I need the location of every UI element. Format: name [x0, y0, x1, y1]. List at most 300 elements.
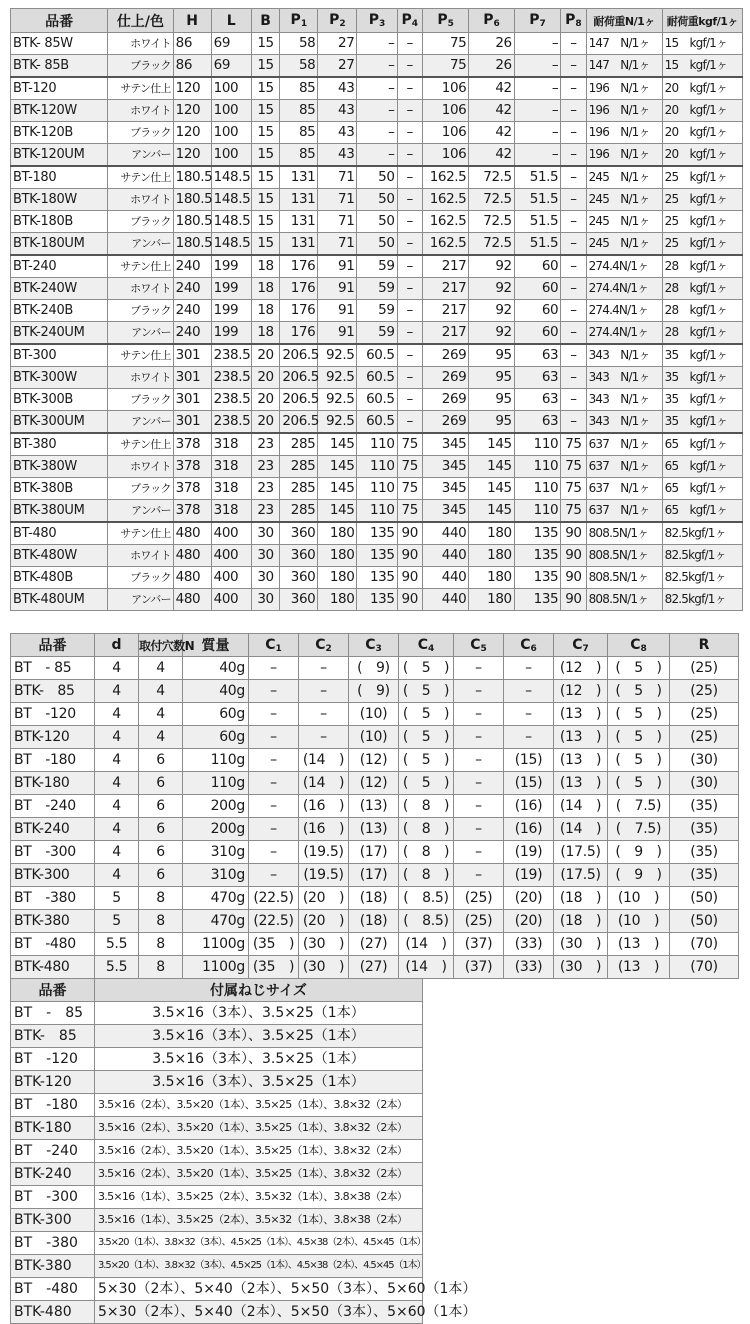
table-cell: 110: [514, 456, 560, 478]
table-cell: (16): [504, 795, 554, 818]
table-cell: –: [561, 166, 586, 189]
header-subscript: 7: [539, 19, 546, 29]
table-cell: 808.5N/1ヶ: [586, 589, 662, 611]
table-cell: 20 kgf/1ヶ: [662, 100, 742, 122]
table-cell: –: [514, 122, 560, 144]
header-label: C: [630, 636, 641, 653]
table-cell: 75: [561, 456, 586, 478]
table-cell: (12): [349, 772, 399, 795]
table-cell: (35): [670, 864, 739, 887]
table-cell: (17): [349, 864, 399, 887]
table-cell: BTK-120UM: [11, 144, 108, 167]
table-cell: BTK-380W: [11, 456, 108, 478]
table-cell: 400: [211, 589, 251, 611]
table-cell: アンバー: [108, 233, 173, 256]
table-row: [11, 1025, 423, 1048]
table-cell: 26: [469, 33, 514, 55]
table-cell: 63: [514, 389, 560, 411]
table-cell: ( 8 ): [399, 795, 454, 818]
table-cell: (25): [454, 910, 504, 933]
table-cell: 15: [251, 233, 280, 256]
table-cell: BTK-300: [11, 864, 95, 887]
header-label: P: [368, 12, 379, 28]
table-cell: 51.5: [514, 189, 560, 211]
table-row: [11, 703, 739, 726]
table-cell: 310g: [183, 864, 249, 887]
spec-table: [10, 8, 743, 611]
table-cell: 5: [95, 910, 139, 933]
table-cell: (37): [454, 933, 504, 956]
table-cell: 637 N/1ヶ: [586, 456, 662, 478]
table-cell: BTK- 85B: [11, 55, 108, 78]
table-row: [11, 1094, 423, 1117]
table-cell: サテン仕上: [108, 344, 173, 367]
table-cell: 15: [251, 100, 280, 122]
table-cell: (30): [670, 772, 739, 795]
table-cell: BTK-300UM: [11, 411, 108, 434]
table-cell: (33): [504, 956, 554, 979]
table-cell: –: [454, 680, 504, 703]
table-cell: 50: [357, 233, 397, 256]
header-label: C: [520, 636, 531, 653]
table-cell: 95: [469, 411, 514, 434]
table-cell: ( 8 ): [399, 841, 454, 864]
table-cell: 196 N/1ヶ: [586, 122, 662, 144]
header-label: P: [401, 12, 412, 28]
table-row: [11, 166, 743, 189]
table-cell: 217: [422, 278, 468, 300]
table-cell: 75: [397, 433, 422, 456]
table-cell: サテン仕上: [108, 77, 173, 100]
table-cell: 5×30（2本）、5×40（2本）、5×50（3本）、5×60（1本）: [95, 1278, 423, 1301]
table-cell: サテン仕上: [108, 522, 173, 545]
table-cell: 345: [422, 456, 468, 478]
table-cell: 6: [139, 795, 183, 818]
table-cell: BT -480: [11, 1278, 95, 1301]
table-cell: 15 kgf/1ヶ: [662, 55, 742, 78]
table-row: [11, 456, 743, 478]
table-cell: (33): [504, 933, 554, 956]
table-cell: (30 ): [299, 933, 349, 956]
table-cell: –: [397, 389, 422, 411]
table-row: [11, 1232, 423, 1255]
table-cell: 180: [469, 567, 514, 589]
table-cell: 808.5N/1ヶ: [586, 567, 662, 589]
header-label: P: [483, 12, 494, 28]
table-cell: (18): [349, 910, 399, 933]
table-cell: (30 ): [299, 956, 349, 979]
table-cell: BTK-240W: [11, 278, 108, 300]
table-cell: BTK-180: [11, 772, 95, 795]
table-cell: 60.5: [357, 344, 397, 367]
table-row: [11, 841, 739, 864]
spec-table-header-cell: [11, 9, 108, 33]
table-cell: 69: [211, 33, 251, 55]
table-cell: 6: [139, 841, 183, 864]
table-cell: 318: [211, 500, 251, 523]
table-row: [11, 657, 739, 680]
table-cell: 65 kgf/1ヶ: [662, 478, 742, 500]
table-cell: (50): [670, 910, 739, 933]
table-cell: ( 7.5): [608, 795, 670, 818]
table-cell: 148.5: [211, 166, 251, 189]
table-cell: 4: [95, 864, 139, 887]
header-label: P: [565, 12, 576, 28]
table-cell: BT-480: [11, 522, 108, 545]
table-cell: 245 N/1ヶ: [586, 211, 662, 233]
table-cell: ( 5 ): [608, 657, 670, 680]
table-cell: 301: [173, 411, 211, 434]
table-cell: 27: [318, 55, 357, 78]
table-cell: 51.5: [514, 211, 560, 233]
table-cell: 95: [469, 344, 514, 367]
table-cell: 240: [173, 300, 211, 322]
table-cell: –: [357, 100, 397, 122]
table-cell: (19): [504, 864, 554, 887]
table-cell: 35 kgf/1ヶ: [662, 367, 742, 389]
table-cell: 25 kgf/1ヶ: [662, 211, 742, 233]
table-cell: (10 ): [608, 910, 670, 933]
header-label: 付属ねじサイズ: [210, 983, 307, 999]
table-cell: BTK-180W: [11, 189, 108, 211]
table-cell: (18): [349, 887, 399, 910]
table-cell: 15: [251, 211, 280, 233]
table-cell: –: [397, 411, 422, 434]
table-cell: ( 5 ): [608, 680, 670, 703]
table-cell: 145: [318, 433, 357, 456]
table-cell: 180: [318, 567, 357, 589]
table-cell: 135: [357, 522, 397, 545]
table-cell: 63: [514, 344, 560, 367]
table-cell: 440: [422, 567, 468, 589]
table-cell: 180.5: [173, 233, 211, 256]
table-cell: –: [397, 100, 422, 122]
table-cell: –: [561, 367, 586, 389]
table-cell: (35): [670, 841, 739, 864]
table-row: [11, 522, 743, 545]
table-cell: 3.5×16（3本）、3.5×25（1本）: [95, 1071, 423, 1094]
table-cell: (25): [670, 726, 739, 749]
table-cell: 274.4N/1ヶ: [586, 255, 662, 278]
table-cell: ( 5 ): [608, 749, 670, 772]
table-cell: (14 ): [399, 956, 454, 979]
table-cell: 92: [469, 322, 514, 345]
table-cell: –: [504, 680, 554, 703]
table-cell: 238.5: [211, 344, 251, 367]
header-label: C: [417, 636, 428, 653]
table-cell: 72.5: [469, 233, 514, 256]
table-cell: 470g: [183, 887, 249, 910]
table-row: [11, 144, 743, 167]
table-cell: 110: [357, 500, 397, 523]
table-row: [11, 680, 739, 703]
table-cell: 110: [514, 478, 560, 500]
table-cell: –: [249, 795, 299, 818]
table-cell: 30: [251, 567, 280, 589]
table-cell: 90: [561, 545, 586, 567]
table-cell: 85: [280, 122, 318, 144]
table-cell: アンバー: [108, 589, 173, 611]
table-cell: 145: [318, 478, 357, 500]
table-cell: 23: [251, 500, 280, 523]
table-cell: 82.5kgf/1ヶ: [662, 522, 742, 545]
table-cell: 440: [422, 545, 468, 567]
table-cell: ( 7.5): [608, 818, 670, 841]
header-label: 取付穴数N: [139, 638, 195, 653]
table-cell: 18: [251, 322, 280, 345]
dimension-table: [10, 633, 739, 979]
table-cell: 180: [469, 545, 514, 567]
table-cell: 60: [514, 300, 560, 322]
table-cell: –: [454, 864, 504, 887]
table-cell: –: [249, 680, 299, 703]
spec-table-header-cell: [280, 9, 318, 33]
table-cell: ホワイト: [108, 278, 173, 300]
table-cell: ( 9): [349, 657, 399, 680]
table-cell: 42: [469, 144, 514, 167]
table-cell: 162.5: [422, 211, 468, 233]
header-subscript: 6: [530, 643, 537, 654]
table-cell: (18 ): [554, 887, 608, 910]
table-cell: ( 5 ): [608, 726, 670, 749]
dim-table-header-cell: [608, 634, 670, 657]
table-cell: 200g: [183, 795, 249, 818]
table-cell: (19.5): [299, 864, 349, 887]
dim-table-header-cell: [399, 634, 454, 657]
table-cell: (13 ): [554, 772, 608, 795]
table-cell: 3.5×16（2本）、3.5×20（1本）、3.5×25（1本）、3.8×32（2本）: [95, 1117, 423, 1140]
table-cell: 30: [251, 545, 280, 567]
table-cell: 808.5N/1ヶ: [586, 522, 662, 545]
table-cell: 147 N/1ヶ: [586, 55, 662, 78]
table-cell: (12): [349, 749, 399, 772]
table-cell: 106: [422, 122, 468, 144]
spec-table-header-cell: [357, 9, 397, 33]
table-cell: (25): [454, 887, 504, 910]
table-cell: 110: [357, 433, 397, 456]
screw-table-header-row: [11, 979, 423, 1002]
table-cell: –: [454, 726, 504, 749]
table-cell: BTK-240: [11, 818, 95, 841]
table-cell: (20): [504, 910, 554, 933]
table-cell: 1100g: [183, 933, 249, 956]
table-cell: ブラック: [108, 567, 173, 589]
table-cell: BT -180: [11, 749, 95, 772]
table-cell: BTK- 85: [11, 1025, 95, 1048]
table-cell: –: [397, 255, 422, 278]
table-row: [11, 864, 739, 887]
table-cell: (13 ): [554, 726, 608, 749]
table-cell: ホワイト: [108, 545, 173, 567]
header-label: P: [290, 12, 301, 28]
table-cell: 378: [173, 433, 211, 456]
dim-table-header-cell: [504, 634, 554, 657]
table-row: [11, 255, 743, 278]
table-row: [11, 233, 743, 256]
table-cell: ( 5 ): [608, 772, 670, 795]
table-cell: 206.5: [280, 411, 318, 434]
table-cell: 59: [357, 322, 397, 345]
table-cell: (13): [349, 795, 399, 818]
table-cell: 400: [211, 522, 251, 545]
table-cell: 6: [139, 749, 183, 772]
table-row: [11, 478, 743, 500]
table-cell: 51.5: [514, 233, 560, 256]
table-cell: 71: [318, 233, 357, 256]
table-cell: 20 kgf/1ヶ: [662, 144, 742, 167]
table-cell: –: [561, 233, 586, 256]
table-cell: ( 9 ): [608, 864, 670, 887]
table-cell: 180: [318, 545, 357, 567]
table-cell: ( 8.5): [399, 910, 454, 933]
header-label: P: [329, 12, 340, 28]
table-cell: –: [504, 657, 554, 680]
table-cell: 82.5kgf/1ヶ: [662, 545, 742, 567]
table-cell: 4: [95, 726, 139, 749]
table-cell: 318: [211, 433, 251, 456]
table-cell: BTK-480B: [11, 567, 108, 589]
table-cell: 135: [514, 522, 560, 545]
table-row: [11, 500, 743, 523]
table-cell: (70): [670, 956, 739, 979]
header-label: 耐荷重N/1ヶ: [593, 14, 655, 28]
table-cell: ブラック: [108, 389, 173, 411]
table-cell: 345: [422, 433, 468, 456]
table-cell: 3.5×16（1本）、3.5×25（2本）、3.5×32（1本）、3.8×38（2本）: [95, 1186, 423, 1209]
header-subscript: 5: [447, 19, 454, 29]
table-cell: 480: [173, 589, 211, 611]
dim-table-header-cell: [95, 634, 139, 657]
table-cell: 20: [251, 367, 280, 389]
table-cell: BTK- 85: [11, 680, 95, 703]
spec-table-header-cell: [586, 9, 662, 33]
table-cell: 42: [469, 122, 514, 144]
table-row: [11, 818, 739, 841]
table-cell: 8: [139, 910, 183, 933]
table-cell: (30 ): [554, 956, 608, 979]
table-cell: BT-120: [11, 77, 108, 100]
table-cell: 285: [280, 433, 318, 456]
dim-table-header-cell: [249, 634, 299, 657]
table-cell: (18 ): [554, 910, 608, 933]
table-cell: 269: [422, 411, 468, 434]
table-cell: 28 kgf/1ヶ: [662, 255, 742, 278]
table-cell: 69: [211, 55, 251, 78]
table-cell: ホワイト: [108, 456, 173, 478]
table-cell: –: [397, 33, 422, 55]
table-cell: ホワイト: [108, 367, 173, 389]
table-cell: ( 5 ): [399, 680, 454, 703]
table-cell: 15: [251, 166, 280, 189]
table-cell: 90: [561, 567, 586, 589]
table-cell: –: [454, 703, 504, 726]
table-cell: 58: [280, 33, 318, 55]
table-cell: 217: [422, 255, 468, 278]
table-cell: –: [397, 144, 422, 167]
table-cell: BT-380: [11, 433, 108, 456]
table-cell: BTK-480: [11, 1301, 95, 1324]
table-cell: サテン仕上: [108, 433, 173, 456]
table-cell: 35 kgf/1ヶ: [662, 389, 742, 411]
table-cell: BT -240: [11, 795, 95, 818]
table-cell: 90: [561, 522, 586, 545]
table-cell: 5×30（2本）、5×40（2本）、5×50（3本）、5×60（1本）: [95, 1301, 423, 1324]
table-cell: 110g: [183, 772, 249, 795]
table-cell: (16): [504, 818, 554, 841]
table-cell: 343 N/1ヶ: [586, 344, 662, 367]
table-cell: 72.5: [469, 166, 514, 189]
table-cell: (10): [349, 726, 399, 749]
table-cell: 637 N/1ヶ: [586, 500, 662, 523]
table-cell: –: [249, 841, 299, 864]
table-cell: –: [504, 703, 554, 726]
table-cell: 50: [357, 166, 397, 189]
table-cell: 75: [397, 500, 422, 523]
table-cell: 85: [280, 100, 318, 122]
table-cell: 162.5: [422, 189, 468, 211]
table-cell: 71: [318, 189, 357, 211]
table-cell: –: [397, 77, 422, 100]
table-cell: ( 8 ): [399, 864, 454, 887]
table-cell: 310g: [183, 841, 249, 864]
table-cell: 15: [251, 189, 280, 211]
table-cell: –: [397, 367, 422, 389]
header-label: C: [470, 636, 481, 653]
header-label: B: [260, 12, 271, 29]
header-subscript: 3: [375, 643, 382, 654]
table-cell: 206.5: [280, 367, 318, 389]
table-cell: (20): [504, 887, 554, 910]
table-cell: 240: [173, 322, 211, 345]
table-cell: 43: [318, 100, 357, 122]
table-cell: 135: [514, 567, 560, 589]
table-cell: 318: [211, 456, 251, 478]
table-cell: 206.5: [280, 389, 318, 411]
table-cell: 75: [422, 33, 468, 55]
table-row: [11, 1071, 423, 1094]
table-cell: (14 ): [299, 772, 349, 795]
table-cell: –: [561, 255, 586, 278]
table-cell: (27): [349, 933, 399, 956]
table-cell: 110: [514, 433, 560, 456]
table-cell: –: [561, 411, 586, 434]
table-cell: 238.5: [211, 411, 251, 434]
table-cell: 75: [561, 433, 586, 456]
table-cell: BTK-120: [11, 1071, 95, 1094]
table-row: [11, 772, 739, 795]
table-cell: 71: [318, 211, 357, 233]
table-cell: 59: [357, 278, 397, 300]
table-cell: 3.5×16（1本）、3.5×25（2本）、3.5×32（1本）、3.8×38（2本）: [95, 1209, 423, 1232]
table-cell: –: [397, 211, 422, 233]
table-cell: 25 kgf/1ヶ: [662, 166, 742, 189]
table-cell: ( 5 ): [399, 772, 454, 795]
table-cell: 5.5: [95, 956, 139, 979]
table-cell: ホワイト: [108, 189, 173, 211]
table-cell: –: [561, 55, 586, 78]
table-cell: 92: [469, 300, 514, 322]
table-cell: 15: [251, 77, 280, 100]
table-cell: 20: [251, 389, 280, 411]
table-cell: BTK-180: [11, 1117, 95, 1140]
table-cell: 176: [280, 278, 318, 300]
table-cell: (50): [670, 887, 739, 910]
table-cell: –: [397, 300, 422, 322]
table-cell: –: [299, 726, 349, 749]
table-cell: 135: [357, 545, 397, 567]
table-cell: (13 ): [554, 703, 608, 726]
table-cell: 91: [318, 255, 357, 278]
